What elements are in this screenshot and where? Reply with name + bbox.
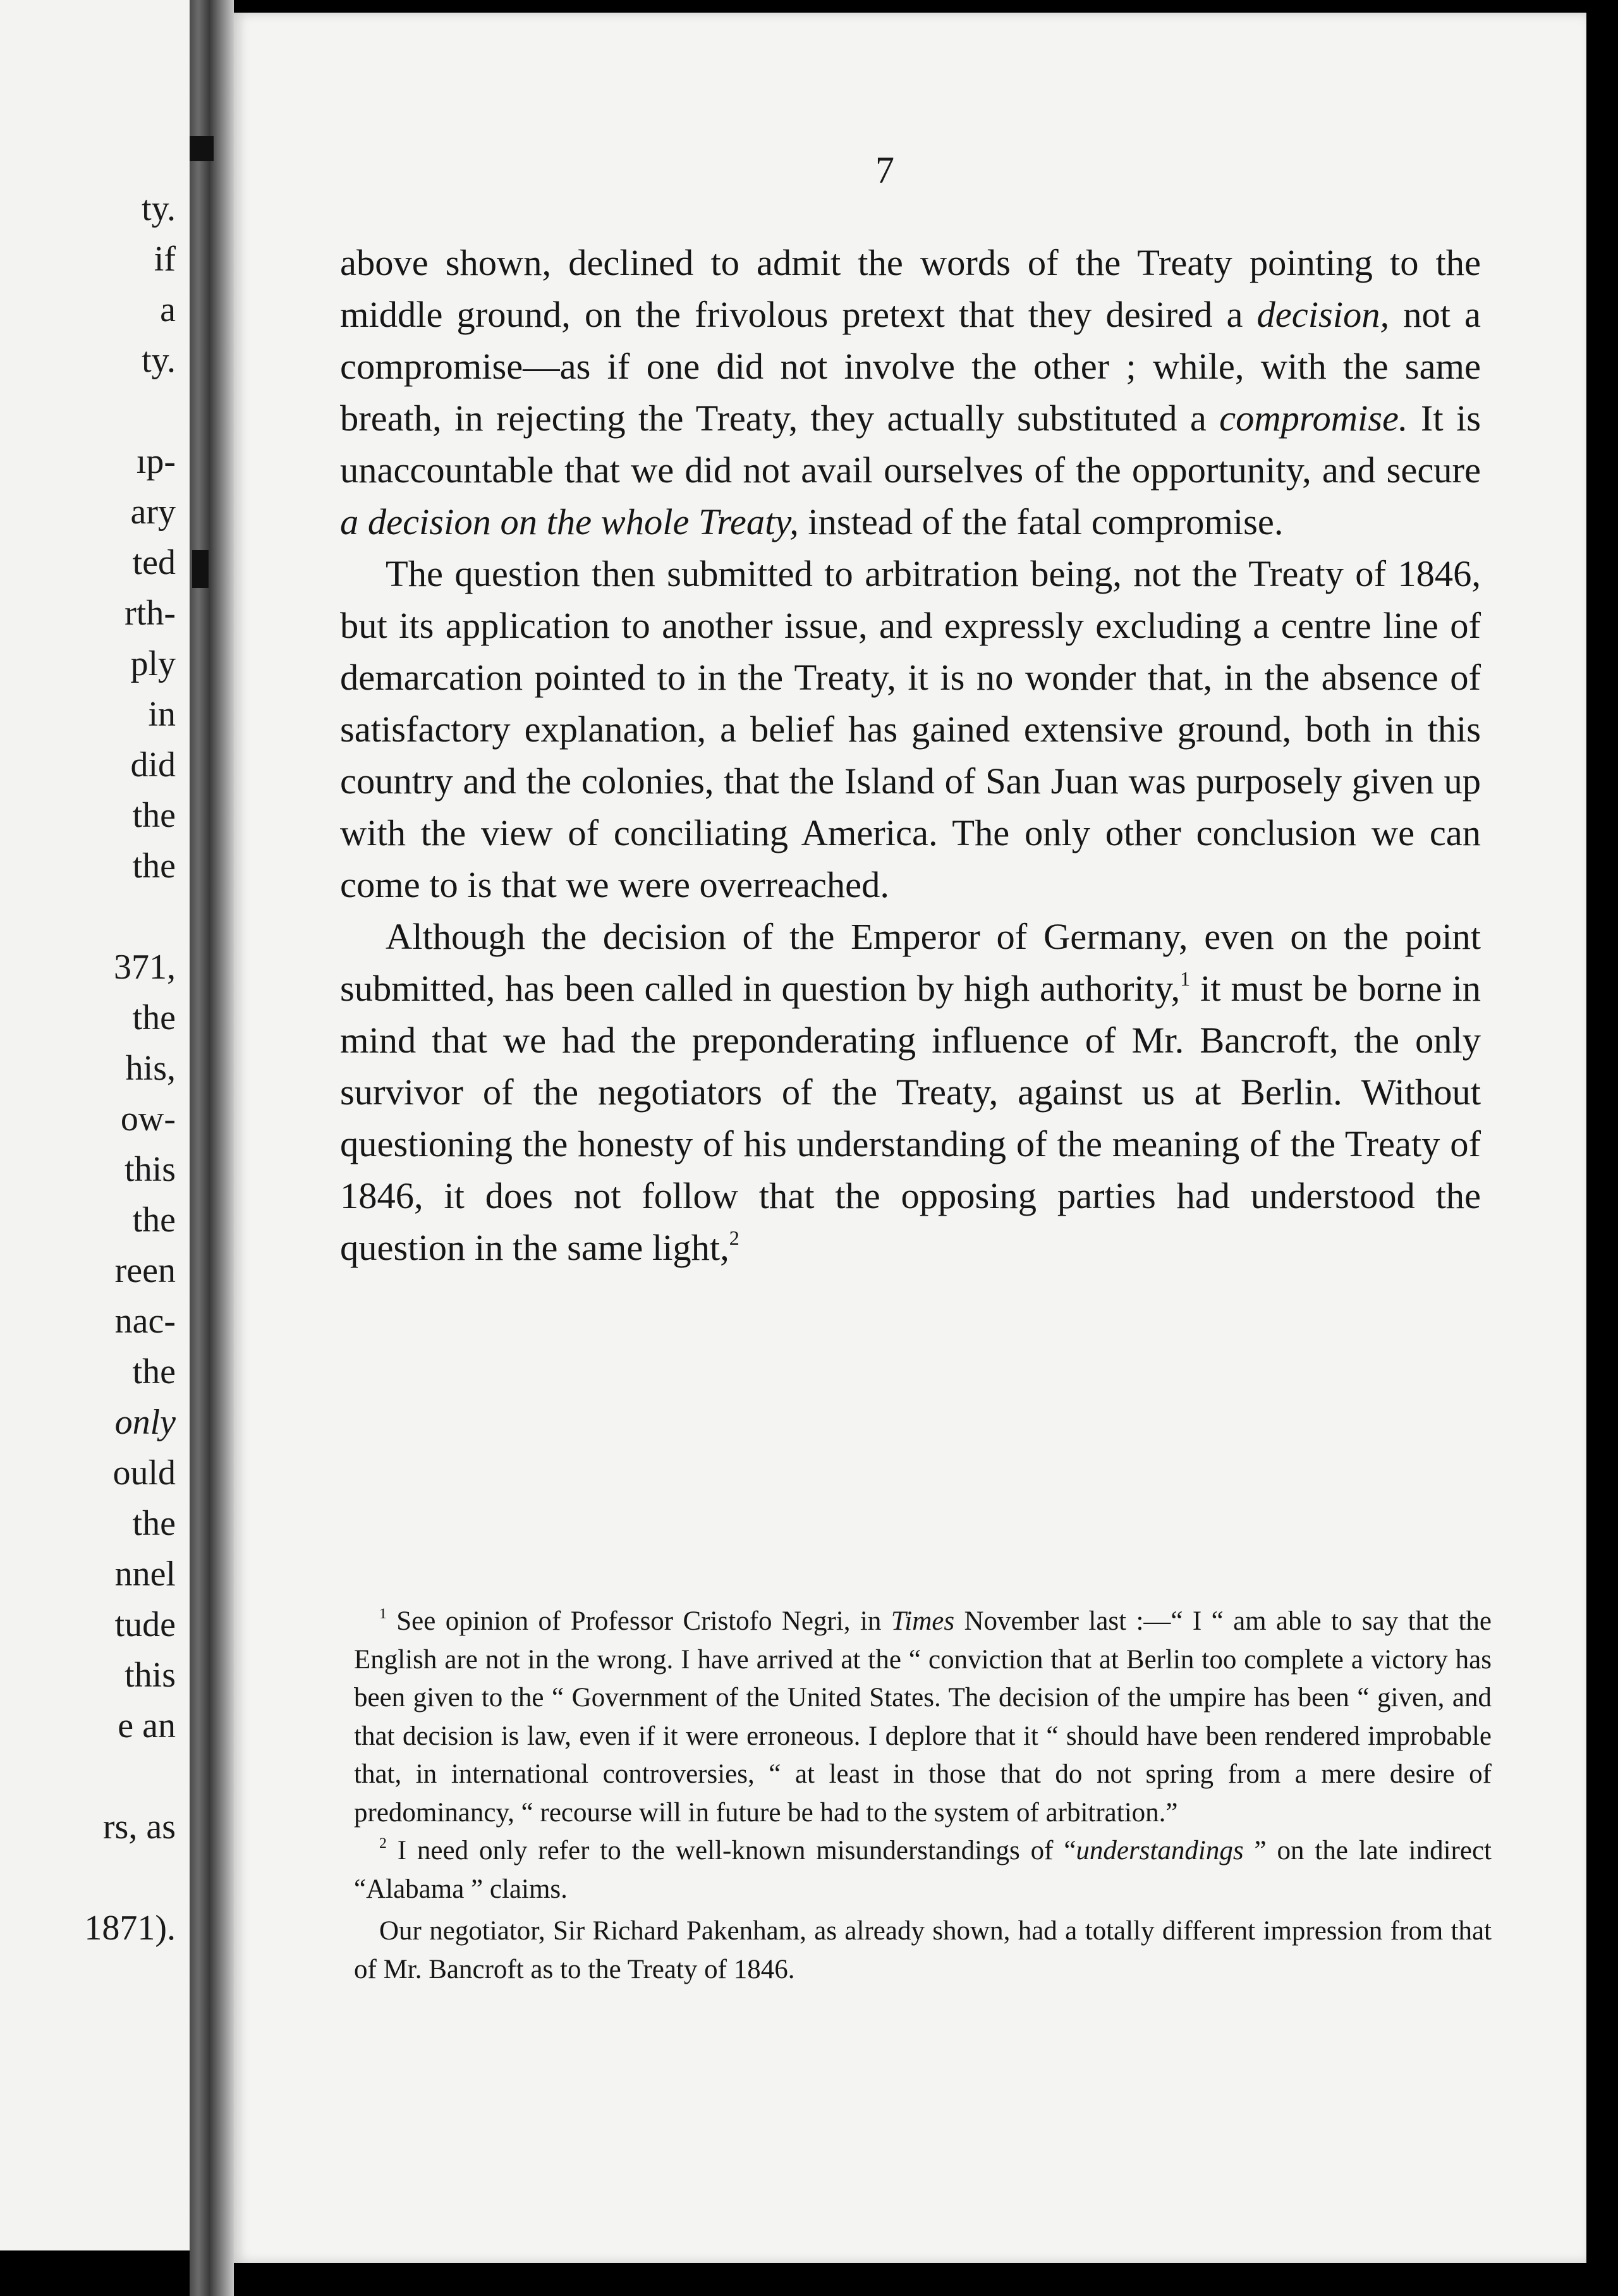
italic-text: a decision on the whole Treaty,: [340, 501, 799, 542]
body-text: [340, 237, 1481, 1274]
left-page-fragment-text: in: [148, 695, 176, 734]
left-page-fragment-text: the: [132, 1352, 176, 1391]
text-run: ” on the late indirect “Alabama ” claims.: [354, 1836, 1492, 1904]
left-page-fragment: [0, 0, 190, 2250]
left-page-fragment-text: ıp-: [136, 442, 176, 481]
binding-tab-middle: [192, 550, 209, 588]
left-page-fragment-text: if: [154, 240, 176, 279]
left-page-fragment-text: nnel: [114, 1554, 176, 1594]
footnote-marker: 1: [1180, 967, 1191, 991]
left-page-fragment-text: ould: [113, 1453, 176, 1493]
footnote: [354, 1603, 1492, 1832]
text-run: I need only refer to the well-known misunderstandings of “: [386, 1836, 1076, 1866]
footnote-marker: 1: [379, 1606, 387, 1623]
page-number: 7: [875, 149, 894, 191]
left-page-fragment-text: this: [125, 1150, 176, 1189]
left-page-fragment-text: 371,: [114, 948, 176, 987]
left-page-fragment-text: the: [132, 1200, 176, 1240]
left-page-fragment-text: did: [130, 745, 176, 785]
text-run: instead of the fatal compromise.: [798, 501, 1284, 542]
left-page-fragment-text: e an: [118, 1706, 176, 1745]
left-page-fragment-text: his,: [125, 1049, 176, 1088]
binding-tab-top: [190, 136, 214, 161]
text-run: See opinion of Professor Cristofo Negri, in: [386, 1606, 891, 1636]
left-page-fragment-text: rth-: [125, 594, 176, 633]
italic-text: compromise.: [1219, 398, 1408, 439]
italic-text: Times: [891, 1606, 955, 1636]
left-page-fragment-text: ow-: [120, 1099, 176, 1139]
left-page-fragment-text: ty.: [142, 341, 176, 380]
text-run: Our negotiator, Sir Richard Pakenham, as already shown, had a totally different impression from that of Mr. Bancroft as to the Treaty of 1846.: [354, 1916, 1492, 1984]
body-paragraph: [340, 911, 1481, 1274]
left-page-fragment-text: ply: [130, 644, 176, 683]
footnote-marker: 2: [379, 1835, 387, 1852]
footnote: [354, 1832, 1492, 1908]
text-run: above shown, declined to admit the words of the Treaty pointing to the middle ground, on the frivolous pretext that they desired a: [340, 242, 1481, 335]
left-page-fragment-text: only: [114, 1403, 176, 1442]
left-page-fragment-text: the: [132, 998, 176, 1037]
text-run: it must be borne in mind that we had the preponderating influence of Mr. Bancroft, the only survivor of the negotiators of the Treaty, against us at Berlin. Without questioning the honesty of his understanding of the meaning of the Treaty of 1846, it does not follow that the opposing parties had understood the question in the same light,: [340, 968, 1481, 1268]
left-page-fragment-text: nac-: [114, 1302, 176, 1341]
closing-note: [354, 1912, 1492, 1989]
left-page-fragment-text: ty.: [142, 189, 176, 228]
left-page-fragment-text: 1871).: [84, 1908, 176, 1948]
italic-text: decision,: [1256, 294, 1390, 335]
left-page-fragment-text: the: [132, 1504, 176, 1543]
body-paragraph: [340, 237, 1481, 548]
left-page-fragment-text: reen: [114, 1251, 176, 1290]
right-page: [234, 13, 1586, 2263]
text-run: not a compromise—as if one did not involve the other ; while, with the same breath, in rejecting the Treaty, they actually substituted a: [340, 294, 1481, 439]
text-run: The question then submitted to arbitration being, not the Treaty of 1846, but its application to another issue, and expressly excluding a centre line of demarcation pointed to in the Treaty, it is no wonder that, in the absence of satisfactory explanation, a belief has gained extensive ground, both in this country and the colonies, that the Island of San Juan was purposely given up with the view of conciliating America. The only other conclusion we can come to is that we were overreached.: [340, 553, 1481, 905]
left-page-fragment-text: a: [160, 290, 176, 329]
left-page-fragment-text: this: [125, 1656, 176, 1695]
book-gutter: [190, 0, 234, 2296]
left-page-fragment-text: ted: [132, 543, 176, 582]
footnote-marker: 2: [729, 1226, 739, 1250]
text-run: Although the decision of the Emperor of Germany, even on the point submitted, has been called in question by high authority,: [340, 916, 1481, 1009]
text-run: November last :—“ I “ am able to say that the English are not in the wrong. I have arrived at the “ conviction that at Berlin too complete a victory has been given to the “ Government of the United States. The decision of the umpire has been “ given, and that decision is law, even if it were erroneous. I deplore that it “ should have been rendered improbable that, in international controversies, “ at least in those that do not spring from a mere desire of predominancy, “ recourse will in future be had to the system of arbitration.”: [354, 1606, 1492, 1828]
footnotes: [354, 1603, 1492, 1989]
text-run: It is unaccountable that we did not avail ourselves of the opportunity, and secure: [340, 398, 1481, 491]
italic-text: understandings: [1076, 1836, 1244, 1866]
left-page-fragment-text: the: [132, 796, 176, 835]
left-page-fragment-text: rs, as: [102, 1807, 176, 1847]
left-page-fragment-text: tude: [114, 1605, 176, 1644]
left-page-fragment-text: ary: [130, 492, 176, 532]
left-page-fragment-text: the: [132, 846, 176, 886]
body-paragraph: [340, 548, 1481, 911]
